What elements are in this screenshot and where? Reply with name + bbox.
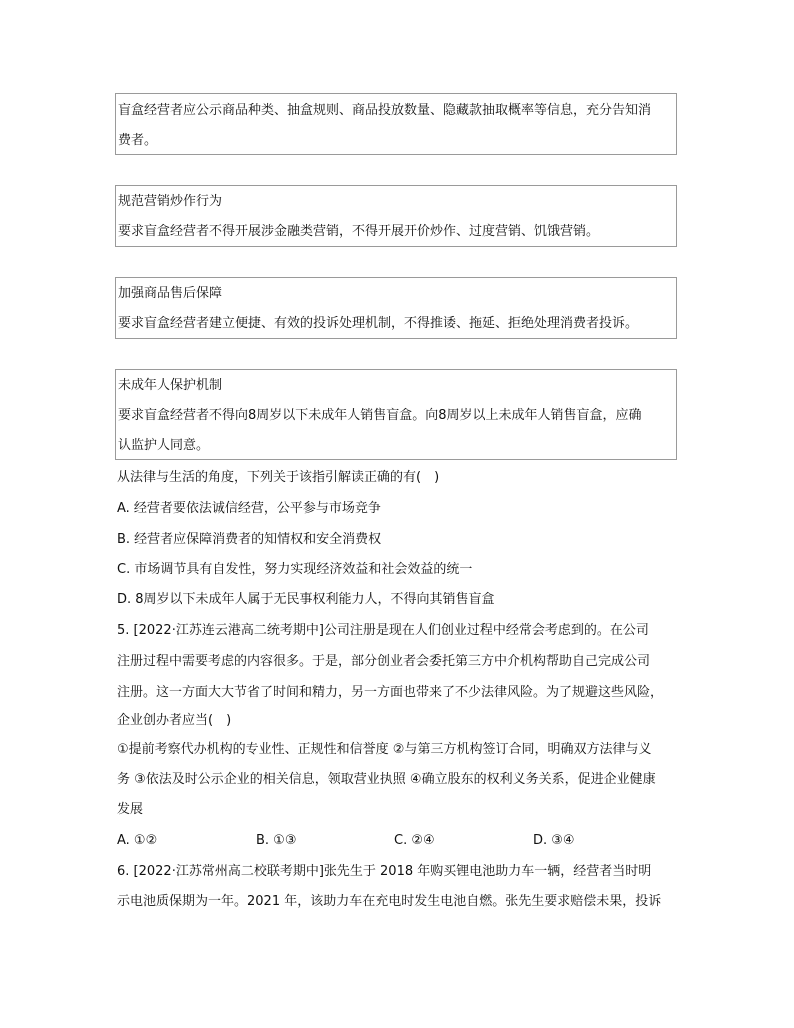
q5-stem-line: 企业创办者应当( ) <box>117 713 232 728</box>
box-text-line: 要求盲盒经营者不得向8周岁以下未成年人销售盲盒。向8周岁以上未成年人销售盲盒，应确 <box>118 408 642 423</box>
guideline-box-minors <box>115 369 677 460</box>
q5-statement-line: 务 ③依法及时公示企业的相关信息，领取营业执照 ④确立股东的权利义务关系，促进企业健康 <box>117 772 656 787</box>
guideline-box-disclosure <box>115 93 677 155</box>
box-title: 加强商品售后保障 <box>118 286 223 301</box>
q6-stem-line: 示电池质保期为一年。2021 年，该助力车在充电时发生电池自燃。张先生要求赔偿未果，投诉 <box>117 894 662 909</box>
q4-option-d[interactable]: D. 8周岁以下未成年人属于无民事权利能力人，不得向其销售盲盒 <box>117 592 495 607</box>
q4-option-a[interactable]: A. 经营者要依法诚信经营，公平参与市场竞争 <box>117 501 381 516</box>
q5-stem-line: 注册。这一方面大大节省了时间和精力，另一方面也带来了不少法律风险。为了规避这些风险， <box>117 685 664 700</box>
q5-statement-line: ①提前考察代办机构的专业性、正规性和信誉度 ②与第三方机构签订合同，明确双方法律与义 <box>117 742 652 757</box>
q5-option-a[interactable]: A. ①② <box>117 833 158 848</box>
q5-option-b[interactable]: B. ①③ <box>256 833 297 848</box>
q4-option-b[interactable]: B. 经营者应保障消费者的知情权和安全消费权 <box>117 532 382 547</box>
q5-option-d[interactable]: D. ③④ <box>533 833 575 848</box>
guideline-box-marketing <box>115 185 677 247</box>
q5-stem-line: 5. [2022·江苏连云港高二统考期中]公司注册是现在人们创业过程中经常会考虑到的。在公司 <box>117 623 649 638</box>
q4-option-c[interactable]: C. 市场调节具有自发性，努力实现经济效益和社会效益的统一 <box>117 562 473 577</box>
q4-stem: 从法律与生活的角度，下列关于该指引解读正确的有( ) <box>117 470 440 485</box>
box-title: 规范营销炒作行为 <box>118 194 223 209</box>
q6-stem-line: 6. [2022·江苏常州高二校联考期中]张先生于 2018 年购买锂电池助力车一辆，经营者当时明 <box>117 864 652 879</box>
box-title: 未成年人保护机制 <box>118 378 223 393</box>
box-text-line: 要求盲盒经营者不得开展涉金融类营销，不得开展开价炒作、过度营销、饥饿营销。 <box>118 224 600 239</box>
box-text-line: 盲盒经营者应公示商品种类、抽盒规则、商品投放数量、隐藏款抽取概率等信息，充分告知消 <box>118 103 652 118</box>
box-text-line: 要求盲盒经营者建立便捷、有效的投诉处理机制，不得推诿、拖延、拒绝处理消费者投诉。 <box>118 316 639 331</box>
q5-statement-line: 发展 <box>117 802 144 817</box>
guideline-box-aftersales <box>115 277 677 339</box>
q5-stem-line: 注册过程中需要考虑的内容很多。于是，部分创业者会委托第三方中介机构帮助自己完成公司 <box>117 654 651 669</box>
box-text-line: 认监护人同意。 <box>118 438 210 453</box>
q5-option-c[interactable]: C. ②④ <box>394 833 435 848</box>
box-text-line: 费者。 <box>118 133 158 148</box>
